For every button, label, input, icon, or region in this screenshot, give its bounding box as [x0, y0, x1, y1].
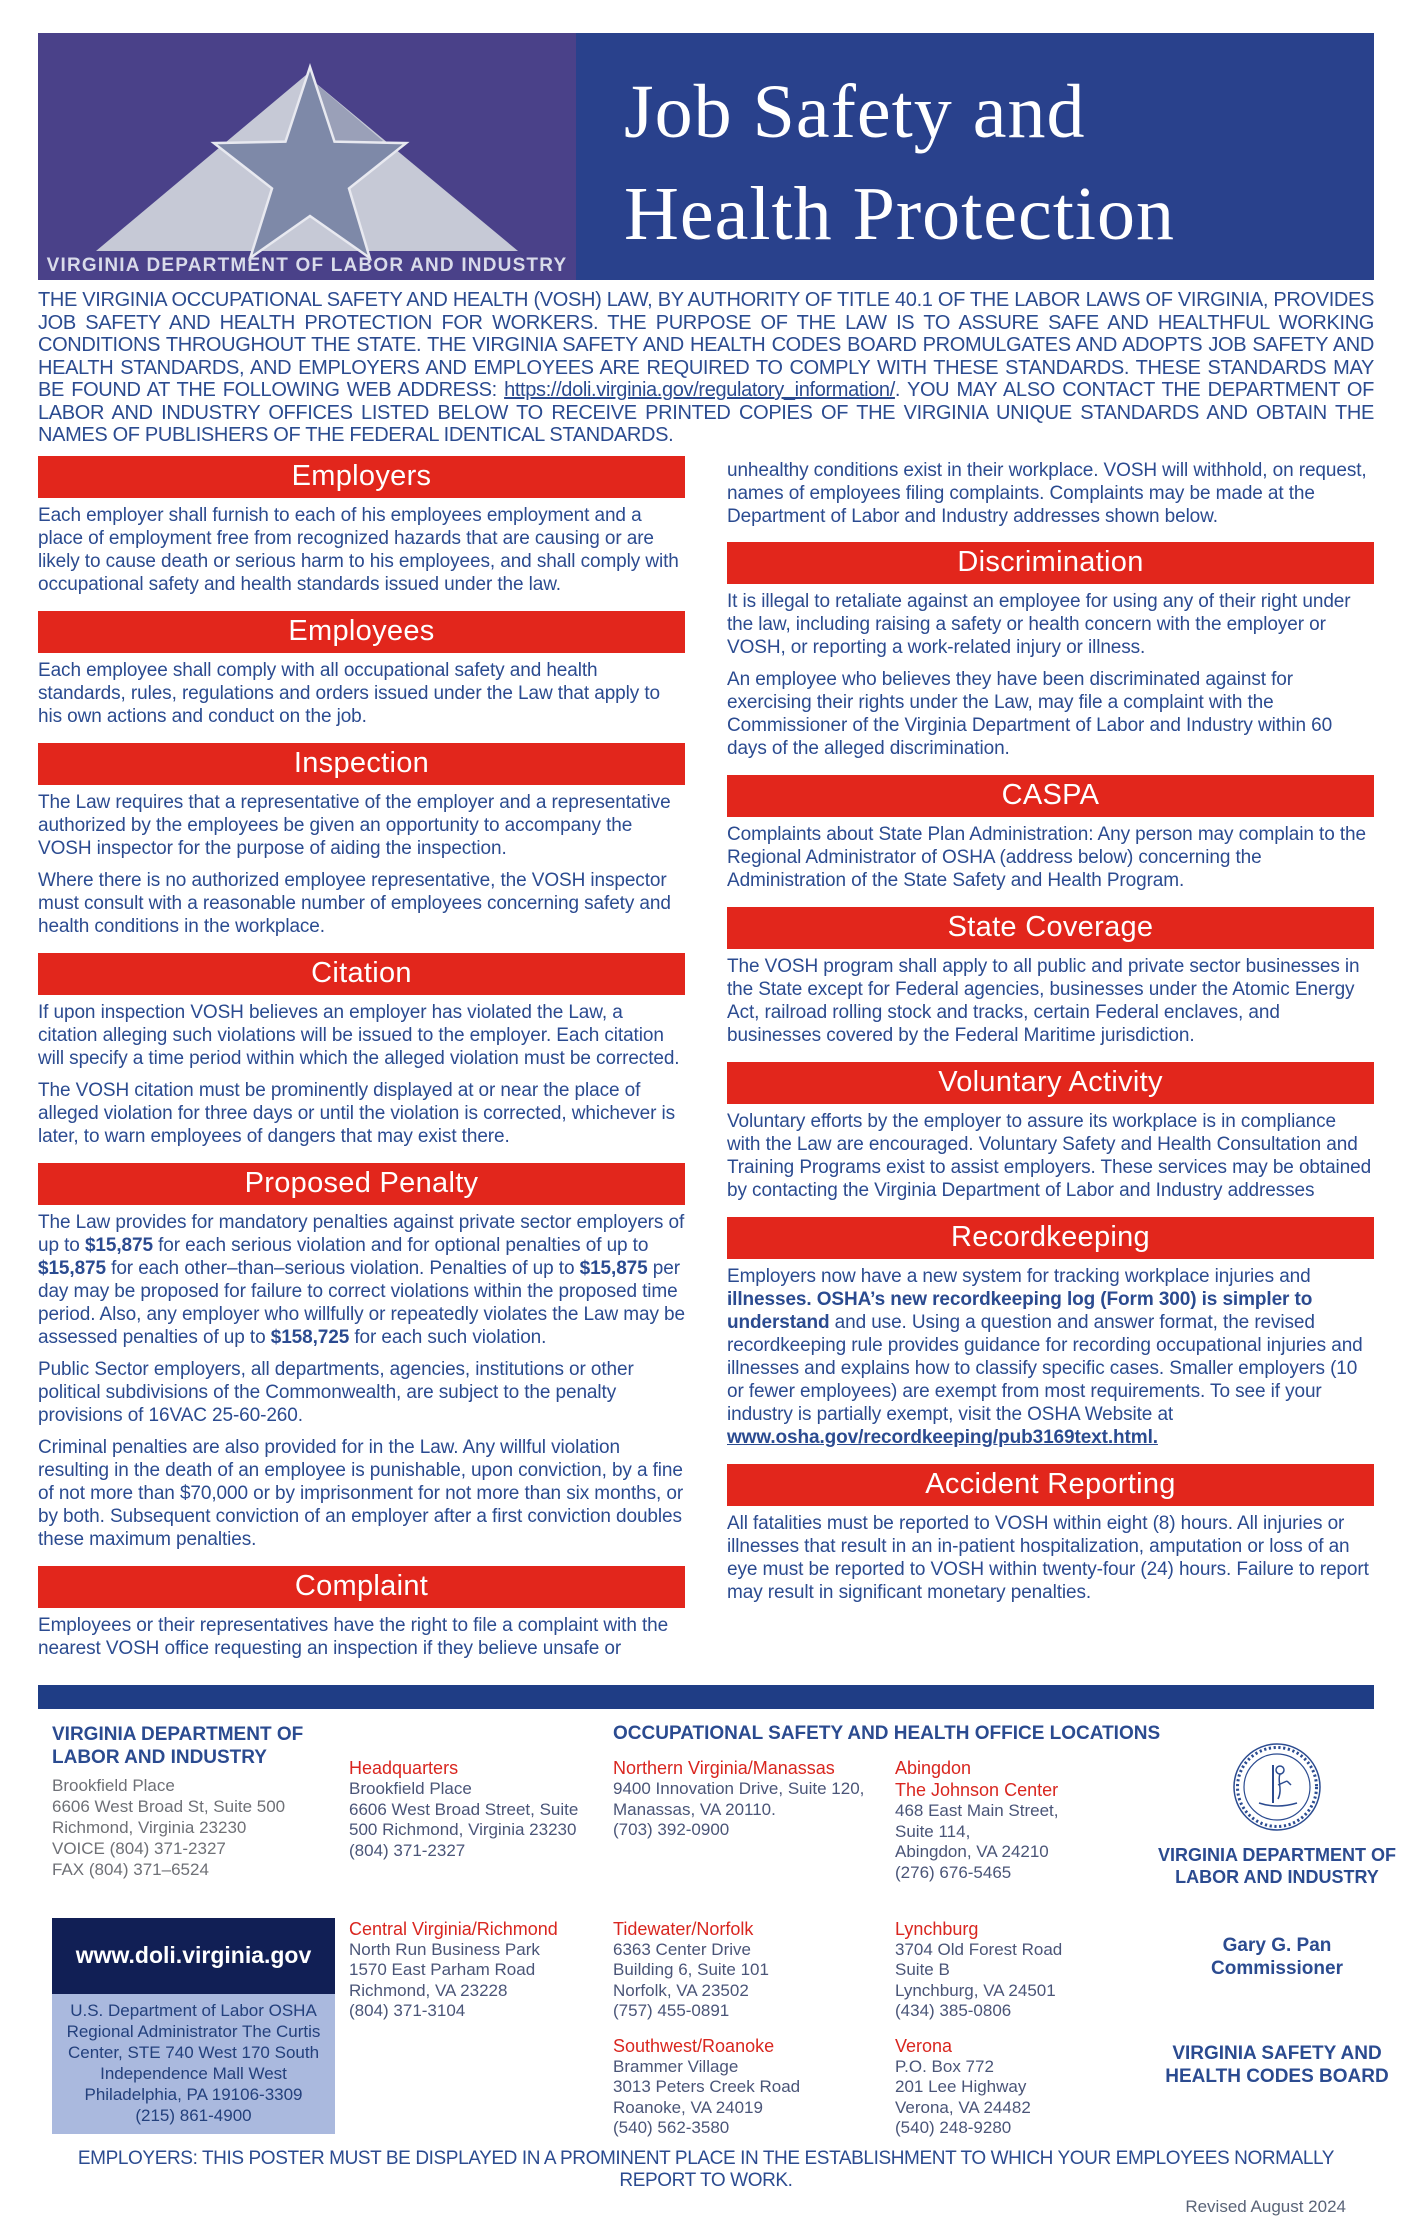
- poster-title-line1: Job Safety and: [624, 70, 1086, 154]
- header-banner: [38, 33, 1374, 280]
- footer-column-5: [1147, 1918, 1407, 2139]
- section-employees: [38, 611, 685, 728]
- section-header-discrimination: Discrimination: [727, 542, 1374, 584]
- penalty-amount: $15,875: [38, 1257, 106, 1279]
- state-coverage-body: The VOSH program shall apply to all public and private sector businesses in the State except for Federal agencies, businesses under the Atomic Energy Act, railroad rolling stock and tracks, certain Federal enclaves, and businesses covered by the Federal Maritime jurisdiction.: [727, 955, 1360, 1046]
- penalty-text: per day may be proposed for failure to correct violations within the proposed time period. Also, any employer who willfully or repeatedly violates the Law may be assessed penalties of up to: [38, 1257, 685, 1348]
- department-title: VIRGINIA DEPARTMENT OF LABOR AND INDUSTRY: [52, 1723, 304, 1768]
- doli-website-link[interactable]: www.doli.virginia.gov: [52, 1918, 335, 1994]
- penalty-text: for each serious violation and for optional penalties of up to: [152, 1234, 649, 1256]
- section-header-proposed-penalty: Proposed Penalty: [38, 1163, 685, 1205]
- employees-body: Each employee shall comply with all occupational safety and health standards, rules, regulations and orders issued under the Law that apply to his own actions and conduct on the job.: [38, 659, 660, 727]
- office-central-virginia: Central Virginia/Richmond North Run Business Park 1570 East Parham Road Richmond, VA 23228 (804) 371-3104: [349, 1918, 558, 2020]
- penalty-text: for each other–than–serious violation. Penalties of up to: [105, 1257, 580, 1279]
- commissioner-name: Gary G. Pan: [1222, 1934, 1332, 1956]
- penalty-text: for each such violation.: [349, 1326, 547, 1348]
- section-state-coverage: [727, 907, 1374, 1047]
- recordkeeping-text: Employers now have a new system for tracking workplace injuries and: [727, 1265, 1311, 1287]
- section-proposed-penalty: [38, 1163, 685, 1551]
- recordkeeping-body: [727, 1265, 1374, 1449]
- penalty-amount: $158,725: [270, 1326, 350, 1348]
- proposed-penalty-paragraph-1: [38, 1211, 685, 1349]
- recordkeeping-bold-text: illnesses. OSHA’s new recordkeeping log (Form 300) is simpler to understand: [727, 1288, 1313, 1333]
- virginia-seal-icon: [1231, 1741, 1323, 1833]
- seal-block: [1147, 1723, 1407, 1888]
- right-column: [727, 456, 1374, 1675]
- doli-logo: [38, 33, 576, 280]
- poster-title-line2: Health Protection: [624, 172, 1175, 256]
- department-address: Brookfield Place 6606 West Broad St, Suite 500 Richmond, Virginia 23230 VOICE (804) 371-2327 FAX (804) 371–6524: [52, 1775, 286, 1879]
- inspection-paragraph-2: Where there is no authorized employee representative, the VOSH inspector must consult with a reasonable number of employees concerning safety and health conditions in the workplace.: [38, 869, 671, 937]
- proposed-penalty-paragraph-3: Criminal penalties are also provided for in the Law. Any willful violation resulting in the death of an employee is punishable, upon conviction, by a fine of not more than $70,000 or by imprisonment for not more than six months, or by both. Subsequent conviction of an employer after a first conviction doubles these maximum penalties.: [38, 1436, 684, 1550]
- office-tidewater: Tidewater/Norfolk 6363 Center Drive Building 6, Suite 101 Norfolk, VA 23502 (757) 455-0891: [613, 1918, 769, 2020]
- section-header-inspection: Inspection: [38, 743, 685, 785]
- office-southwest-roanoke: Southwest/Roanoke Brammer Village 3013 Peters Creek Road Roanoke, VA 24019 (540) 562-3580: [613, 2035, 801, 2137]
- penalty-amount: $15,875: [84, 1234, 153, 1256]
- penalty-amount: $15,875: [579, 1257, 648, 1279]
- footer-divider-bar: [38, 1685, 1374, 1709]
- office-abingdon: Abingdon The Johnson Center 468 East Main Street, Suite 114, Abingdon, VA 24210 (276) 676-5465: [895, 1758, 1059, 1882]
- footer-column-4: [895, 1918, 1133, 2139]
- footer-left-boxes: [52, 1918, 335, 2139]
- section-complaint: [38, 1566, 685, 1660]
- section-header-complaint: Complaint: [38, 1566, 685, 1608]
- intro-paragraph: [38, 289, 1374, 447]
- commissioner-block: [1147, 1934, 1407, 1980]
- section-caspa: [727, 775, 1374, 892]
- complaint-body: Employees or their representatives have the right to file a complaint with the nearest VOSH office requesting an inspection if they believe unsafe or: [38, 1614, 669, 1659]
- section-employers: [38, 456, 685, 596]
- footer-grid: [38, 1722, 1396, 2139]
- section-voluntary-activity: [727, 1062, 1374, 1202]
- caspa-body: Complaints about State Plan Administration: Any person may complain to the Regional Administrator of OSHA (address below) concerning the Administration of the State Safety and Health Program.: [727, 823, 1366, 891]
- regulatory-information-link[interactable]: https://doli.virginia.gov/regulatory_information/: [504, 379, 895, 401]
- office-headquarters: Headquarters Brookfield Place 6606 West Broad Street, Suite 500 Richmond, Virginia 23230 (804) 371-2327: [349, 1758, 579, 1860]
- section-header-accident-reporting: Accident Reporting: [727, 1464, 1374, 1506]
- recordkeeping-text: and use. Using a question and answer format, the revised recordkeeping rule provides guidance for recording occupational injuries and illnesses and explains how to classify specific cases. Smaller employers (10 or fewer employees) are exempt from most requirements. To see if your industry is partially exempt, visit the OSHA Website at: [727, 1311, 1363, 1425]
- logo-caption: VIRGINIA DEPARTMENT OF LABOR AND INDUSTRY: [46, 255, 568, 276]
- proposed-penalty-paragraph-2: Public Sector employers, all departments, agencies, institutions or other political subdivisions of the Commonwealth, are subject to the penalty provisions of 16VAC 25-60-260.: [38, 1358, 634, 1426]
- complaint-continuation: unhealthy conditions exist in their workplace. VOSH will withhold, on request, names of employees filing complaints. Complaints may be made at the Department of Labor and Industry addresses shown below.: [727, 459, 1367, 527]
- discrimination-paragraph-2: An employee who believes they have been discriminated against for exercising their rights under the Law, may file a complaint with the Commissioner of the Virginia Department of Labor and Industry within 60 days of the alleged discrimination.: [727, 668, 1333, 759]
- content-columns: [38, 456, 1374, 1675]
- department-address-block: [52, 1723, 335, 1888]
- section-header-state-coverage: State Coverage: [727, 907, 1374, 949]
- voluntary-activity-body: Voluntary efforts by the employer to assure its workplace is in compliance with the Law are encouraged. Voluntary Safety and Health Consultation and Training Programs exist to assist employers. These services may be obtained by contacting the Virginia Department of Labor and Industry addresses: [727, 1110, 1372, 1201]
- osha-recordkeeping-link[interactable]: www.osha.gov/recordkeeping/pub3169text.html.: [727, 1426, 1158, 1448]
- seal-caption: VIRGINIA DEPARTMENT OF LABOR AND INDUSTRY: [1158, 1844, 1396, 1887]
- inspection-paragraph-1: The Law requires that a representative of the employer and a representative authorized by the employees be given an opportunity to accompany the VOSH inspector for the purpose of aiding the inspection.: [38, 791, 671, 859]
- section-discrimination: [727, 542, 1374, 760]
- accident-reporting-body: All fatalities must be reported to VOSH within eight (8) hours. All injuries or illnesses that result in an in-patient hospitalization, amputation or loss of an eye must be reported to VOSH within twenty-four (24) hours. Failure to report may result in significant monetary penalties.: [727, 1512, 1369, 1603]
- commissioner-title: Commissioner: [1211, 1957, 1343, 1979]
- section-header-voluntary-activity: Voluntary Activity: [727, 1062, 1374, 1104]
- section-recordkeeping: [727, 1217, 1374, 1449]
- office-lynchburg: Lynchburg 3704 Old Forest Road Suite B Lynchburg, VA 24501 (434) 385-0806: [895, 1918, 1063, 2020]
- section-header-employees: Employees: [38, 611, 685, 653]
- section-header-employers: Employers: [38, 456, 685, 498]
- office-verona: Verona P.O. Box 772 201 Lee Highway Verona, VA 24482 (540) 248-9280: [895, 2035, 1031, 2137]
- revised-date: Revised August 2024: [1185, 2196, 1346, 2216]
- codes-board-label: VIRGINIA SAFETY AND HEALTH CODES BOARD: [1165, 2042, 1389, 2087]
- citation-paragraph-1: If upon inspection VOSH believes an employer has violated the Law, a citation alleging such violations will be issued to the employer. Each citation will specify a time period within which the alleged violation must be corrected.: [38, 1001, 680, 1069]
- discrimination-paragraph-1: It is illegal to retaliate against an employee for using any of their right under the law, including raising a safety or health concern with the employer or VOSH, or reporting a work-related injury or illness.: [727, 590, 1351, 658]
- section-citation: [38, 953, 685, 1148]
- intro-text-pre: THE VIRGINIA OCCUPATIONAL SAFETY AND HEALTH (VOSH) LAW, BY AUTHORITY OF TITLE 40.1 OF THE LABOR LAWS OF VIRGINIA, PROVIDES JOB SAFETY AND HEALTH PROTECTION FOR WORKERS. THE PURPOSE OF THE LAW IS TO ASSURE SAFE AND HEALTHFUL WORKING CONDITIONS THROUGHOUT THE STATE. THE VIRGINIA SAFETY AND HEALTH CODES BOARD PROMULGATES AND ADOPTS JOB SAFETY AND HEALTH STANDARDS, AND EMPLOYERS AND EMPLOYEES ARE REQUIRED TO COMPLY WITH THESE STANDARDS. THESE STANDARDS MAY BE FOUND AT THE FOLLOWING WEB ADDRESS:: [38, 289, 1374, 401]
- poster-page: [0, 33, 1408, 2217]
- section-accident-reporting: [727, 1464, 1374, 1604]
- section-header-recordkeeping: Recordkeeping: [727, 1217, 1374, 1259]
- display-notice: EMPLOYERS: THIS POSTER MUST BE DISPLAYED IN A PROMINENT PLACE IN THE ESTABLISHMENT TO WHICH YOUR EMPLOYEES NORMALLY REPORT TO WORK.: [77, 2147, 1335, 2191]
- usdol-osha-address: U.S. Department of Labor OSHA Regional Administrator The Curtis Center, STE 740 West 170 South Independence Mall West Philadelphia, PA 19106-3309 (215) 861-4900: [52, 1994, 335, 2134]
- penalty-text: The Law provides for mandatory penalties against private sector employers of up to: [38, 1211, 685, 1256]
- section-header-caspa: CASPA: [727, 775, 1374, 817]
- left-column: [38, 456, 685, 1675]
- poster-title: [576, 33, 1374, 280]
- intro-text-post: . YOU MAY ALSO CONTACT THE DEPARTMENT OF LABOR AND INDUSTRY OFFICES LISTED BELOW TO RECEIVE PRINTED COPIES OF THE VIRGINIA UNIQUE STANDARDS AND OBTAIN THE NAMES OF PUBLISHERS OF THE FEDERAL IDENTICAL STANDARDS.: [38, 379, 1374, 446]
- section-header-citation: Citation: [38, 953, 685, 995]
- footer-column-3: [613, 1918, 881, 2139]
- citation-paragraph-2: The VOSH citation must be prominently displayed at or near the place of alleged violation for three days or until the violation is corrected, whichever is later, to warn employees of dangers that may exist there.: [38, 1079, 676, 1147]
- office-northern-virginia: Northern Virginia/Manassas 9400 Innovation Drive, Suite 120, Manassas, VA 20110. (703) 392-0900: [613, 1758, 865, 1839]
- office-locations-title: OCCUPATIONAL SAFETY AND HEALTH OFFICE LOCATIONS: [613, 1722, 1161, 1744]
- section-inspection: [38, 743, 685, 938]
- employers-body: Each employer shall furnish to each of his employees employment and a place of employment free from recognized hazards that are causing or are likely to cause death or serious harm to his employees, and shall comply with occupational safety and health standards issued under the law.: [38, 504, 679, 595]
